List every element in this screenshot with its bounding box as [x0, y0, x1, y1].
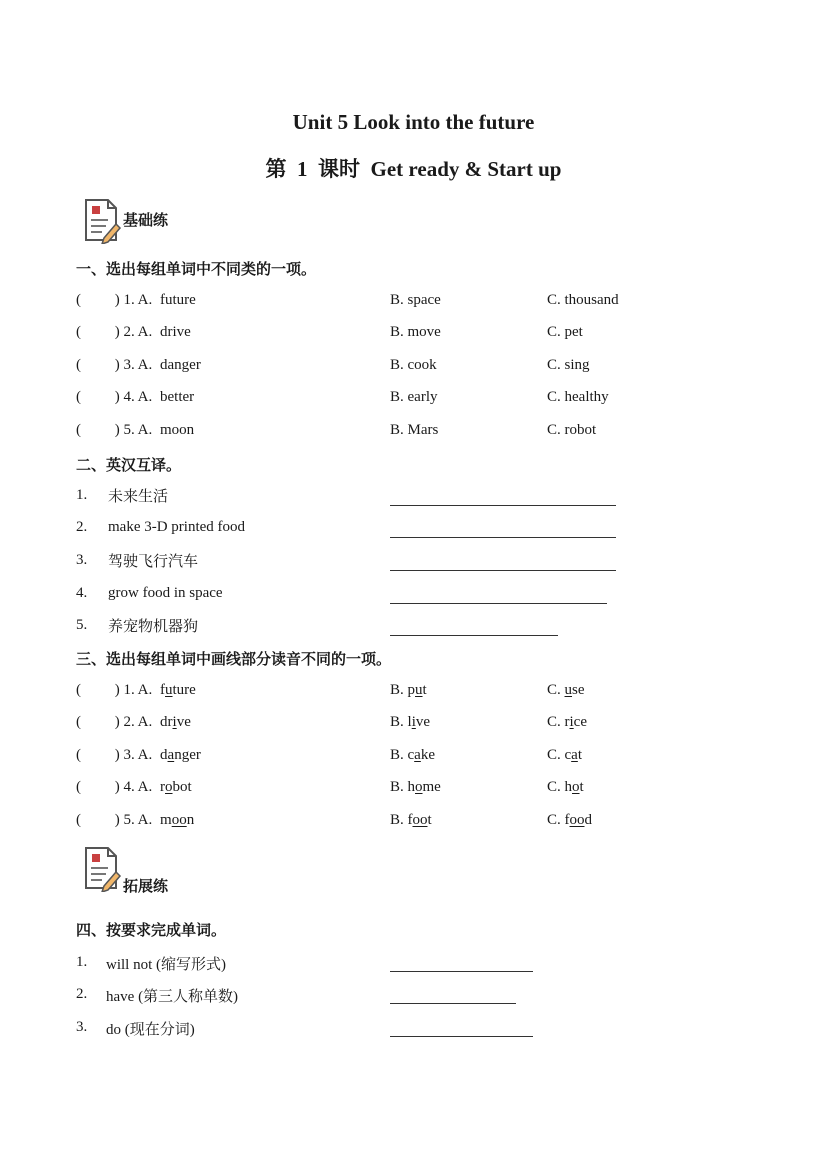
option-a: moon: [160, 422, 195, 438]
option-a: better: [160, 389, 195, 405]
section1-row-1: [76, 292, 196, 309]
section3-row-5: [76, 812, 194, 829]
answer-blank[interactable]: [390, 1036, 533, 1037]
section3-row-1: [76, 682, 196, 699]
option-c: C. sing: [547, 357, 590, 373]
answer-bracket-close: ): [114, 324, 120, 340]
section4-num-1: 1.: [76, 954, 88, 970]
basic-practice-label: 基础练: [123, 211, 169, 229]
section4-heading: 四、按要求完成单词。: [76, 921, 227, 939]
section2-item-2: make 3-D printed food: [108, 519, 246, 535]
lesson-title: 第 1 课时 Get ready & Start up: [265, 157, 562, 181]
worksheet-pencil-icon: [78, 196, 124, 244]
answer-bracket-close: ): [114, 779, 120, 795]
section2-num-2: 2.: [76, 519, 88, 535]
answer-blank[interactable]: [390, 1003, 516, 1004]
section4-num-2: 2.: [76, 986, 88, 1002]
section4-item-2: have (第三人称单数): [106, 989, 239, 1005]
question-number: 5. A.: [123, 422, 153, 438]
section2-num-3: 3.: [76, 552, 88, 568]
question-number: 4. A.: [123, 779, 153, 795]
question-number: 5. A.: [123, 812, 153, 828]
option-b: B. foot: [390, 812, 432, 828]
section1-row-3: [76, 357, 201, 374]
question-number: 2. A.: [123, 714, 153, 730]
option-b: B. put: [390, 682, 427, 698]
section3-row-2: [76, 714, 191, 731]
option-a: drive: [160, 714, 191, 730]
answer-bracket-close: ): [114, 682, 120, 698]
question-number: 1. A.: [123, 292, 153, 308]
answer-blank[interactable]: [390, 603, 607, 604]
option-c: C. pet: [547, 324, 583, 340]
answer-blank[interactable]: [390, 635, 558, 636]
question-number: 3. A.: [123, 747, 153, 763]
answer-bracket-open: (: [76, 422, 81, 438]
option-a: danger: [160, 357, 201, 373]
option-c: C. thousand: [547, 292, 619, 308]
option-c: C. rice: [547, 714, 587, 730]
section2-num-4: 4.: [76, 585, 88, 601]
option-a: danger: [160, 747, 201, 763]
option-c: C. use: [547, 682, 585, 698]
option-b: B. Mars: [390, 422, 439, 438]
section1-row-2: [76, 324, 191, 341]
extended-practice-label: 拓展练: [123, 877, 169, 895]
option-b: B. live: [390, 714, 431, 730]
section1-row-5: [76, 422, 194, 439]
answer-bracket-close: ): [114, 357, 120, 373]
section2-item-4: grow food in space: [108, 585, 223, 601]
section4-item-3: do (现在分词): [106, 1022, 195, 1038]
question-number: 2. A.: [123, 324, 153, 340]
section4-num-3: 3.: [76, 1019, 88, 1035]
answer-blank[interactable]: [390, 537, 616, 538]
section2-heading: 二、英汉互译。: [76, 456, 182, 474]
answer-bracket-open: (: [76, 747, 81, 763]
section2-item-1: 未来生活: [108, 487, 169, 505]
section4-item-1: will not (缩写形式): [106, 957, 226, 973]
unit-title: Unit 5 Look into the future: [292, 110, 535, 134]
answer-bracket-open: (: [76, 357, 81, 373]
answer-blank[interactable]: [390, 505, 616, 506]
option-a: robot: [160, 779, 192, 795]
answer-bracket-open: (: [76, 714, 81, 730]
answer-blank[interactable]: [390, 570, 616, 571]
answer-bracket-open: (: [76, 779, 81, 795]
option-b: B. early: [390, 389, 438, 405]
section2-num-1: 1.: [76, 487, 88, 503]
option-a: moon: [160, 812, 195, 828]
option-c: C. healthy: [547, 389, 609, 405]
option-b: B. move: [390, 324, 441, 340]
question-number: 1. A.: [123, 682, 153, 698]
answer-bracket-close: ): [114, 422, 120, 438]
section1-row-4: [76, 389, 194, 406]
answer-bracket-open: (: [76, 292, 81, 308]
section2-num-5: 5.: [76, 617, 88, 633]
option-c: C. hot: [547, 779, 584, 795]
question-number: 3. A.: [123, 357, 153, 373]
option-a: drive: [160, 324, 191, 340]
answer-bracket-close: ): [114, 747, 120, 763]
question-number: 4. A.: [123, 389, 153, 405]
answer-bracket-open: (: [76, 682, 81, 698]
section3-row-4: [76, 779, 192, 796]
answer-bracket-close: ): [114, 292, 120, 308]
section2-item-3: 驾驶飞行汽车: [108, 552, 199, 570]
option-c: C. food: [547, 812, 592, 828]
option-b: B. home: [390, 779, 441, 795]
option-c: C. robot: [547, 422, 597, 438]
section3-row-3: [76, 747, 201, 764]
section3-heading: 三、选出每组单词中画线部分读音不同的一项。: [76, 650, 392, 668]
answer-bracket-open: (: [76, 389, 81, 405]
option-a: future: [160, 682, 196, 698]
section1-heading: 一、选出每组单词中不同类的一项。: [76, 260, 317, 278]
option-a: future: [160, 292, 196, 308]
answer-bracket-close: ): [114, 812, 120, 828]
option-c: C. cat: [547, 747, 583, 763]
option-b: B. cook: [390, 357, 437, 373]
worksheet-pencil-icon: [78, 844, 124, 892]
option-b: B. cake: [390, 747, 436, 763]
answer-bracket-close: ): [114, 714, 120, 730]
section2-item-5: 养宠物机器狗: [108, 617, 199, 635]
answer-bracket-open: (: [76, 812, 81, 828]
option-b: B. space: [390, 292, 441, 308]
answer-bracket-close: ): [114, 389, 120, 405]
answer-blank[interactable]: [390, 971, 533, 972]
answer-bracket-open: (: [76, 324, 81, 340]
